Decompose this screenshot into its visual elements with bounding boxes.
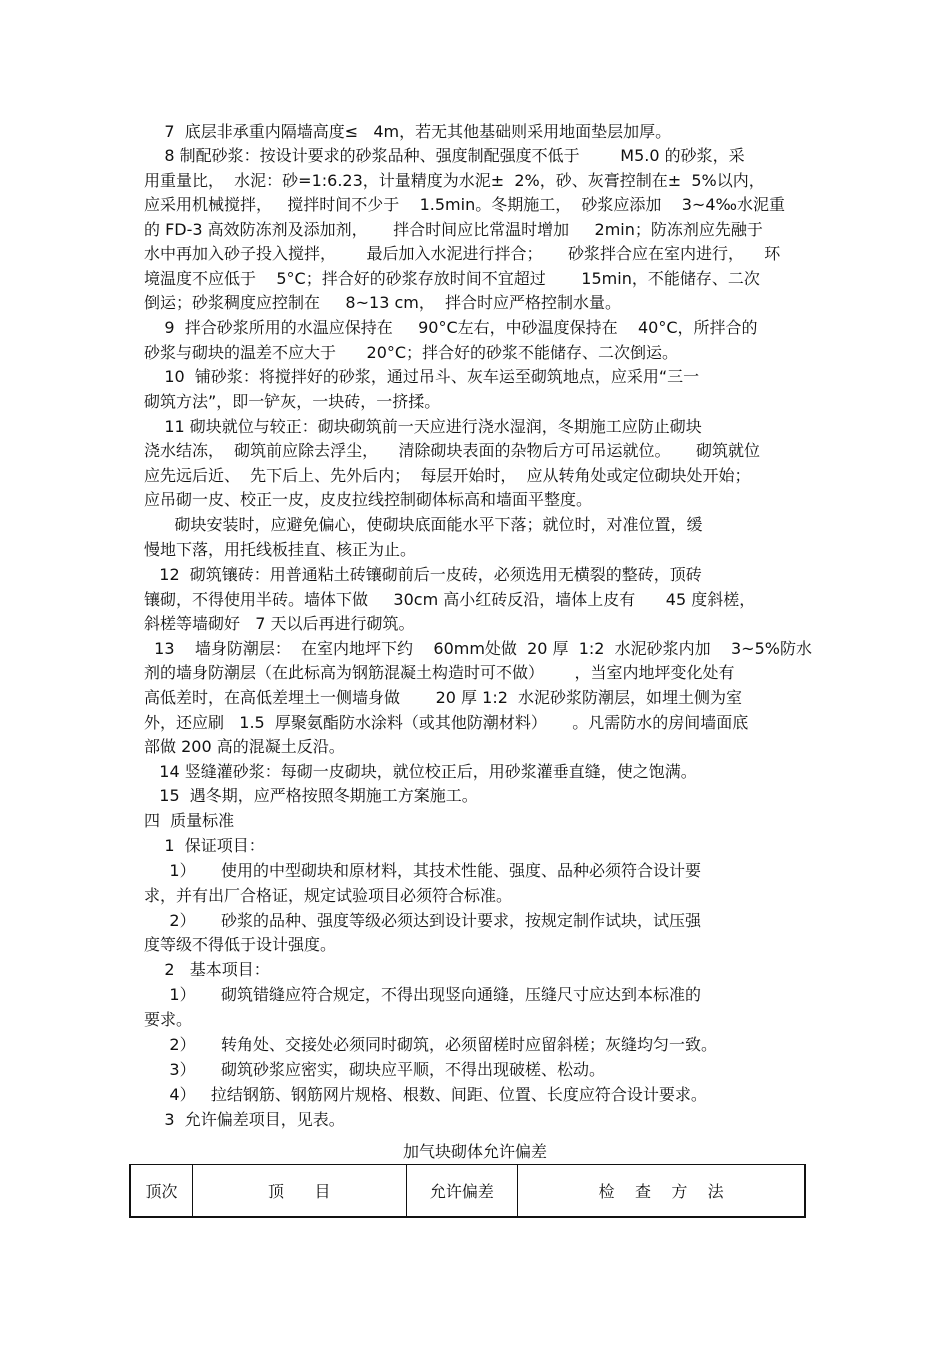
header-cell-method: 检 查 方 法 — [518, 1165, 805, 1218]
table-header-row — [130, 1165, 805, 1218]
text-line: 应先远后近、 先下后上、先外后内； 每层开始时， 应从转角处或定位砌块处开始； — [144, 466, 751, 485]
text-line: 砂浆与砌块的温差不应大于 20°C；拌合好的砂浆不能储存、二次倒运。 — [144, 343, 679, 362]
text-line: 四 质量标准 — [144, 811, 235, 830]
text-line: 13 墙身防潮层： 在室内地坪下约 60mm处做 20 厚 1:2 水泥砂浆内加 3~5%防水 — [144, 639, 812, 658]
text-line: 2 基本项目： — [144, 960, 270, 979]
text-line: 斜槎等墙砌好 7 天以后再进行砌筑。 — [144, 614, 415, 633]
text-line: 3 允许偏差项目，见表。 — [144, 1110, 345, 1129]
text-line: 外，还应刷 1.5 厚聚氨酯防水涂料（或其他防潮材料） 。凡需防水的房间墙面底 — [144, 713, 749, 732]
text-line: 2） 转角处、交接处必须同时砌筑，必须留槎时应留斜槎；灰缝均匀一致。 — [144, 1035, 718, 1054]
text-line: 7 底层非承重内隔墙高度≤ 4m，若无其他基础则采用地面垫层加厚。 — [144, 122, 672, 141]
text-line: 8 制配砂浆：按设计要求的砂浆品种、强度制配强度不低于 M5.0 的砂浆，采 — [144, 146, 745, 165]
text-line: 1） 砌筑错缝应符合规定，不得出现竖向通缝，压缝尺寸应达到本标准的 — [144, 985, 702, 1004]
text-line: 2） 砂浆的品种、强度等级必须达到设计要求，按规定制作试块，试压强 — [144, 911, 702, 930]
text-line: 高低差时，在高低差埋土一侧墙身做 20 厚 1:2 水泥砂浆防潮层，如埋土侧为室 — [144, 688, 743, 707]
header-cell-tolerance: 允许偏差 — [406, 1165, 518, 1218]
text-line: 要求。 — [144, 1010, 193, 1029]
text-line: 10 铺砂浆：将搅拌好的砂浆，通过吊斗、灰车运至砌筑地点，应采用“三一 — [144, 367, 700, 386]
text-line: 度等级不得低于设计强度。 — [144, 935, 337, 954]
text-line: 1 保证项目： — [144, 836, 265, 855]
text-line: 镶砌，不得使用半砖。墙体下做 30cm 高小红砖反沿，墙体上皮有 45 度斜槎， — [144, 590, 756, 609]
deviation-table — [129, 1164, 806, 1218]
text-line: 境温度不应低于 5°C；拌合好的砂浆存放时间不宜超过 15min，不能储存、二次 — [144, 269, 760, 288]
text-line: 水中再加入砂子投入搅拌， 最后加入水泥进行拌合； 砂浆拌合应在室内进行， 环 — [144, 244, 781, 263]
text-line: 1） 使用的中型砌块和原材料，其技术性能、强度、品种必须符合设计要 — [144, 861, 702, 880]
text-line: 倒运；砂浆稠度应控制在 8~13 cm， 拌合时应严格控制水量。 — [144, 293, 622, 312]
text-line: 部做 200 高的混凝土反沿。 — [144, 737, 345, 756]
text-line: 用重量比， 水泥：砂=1:6.23，计量精度为水泥± 2%，砂、灰膏控制在± 5%以内， — [144, 171, 765, 190]
text-line: 9 拌合砂浆所用的水温应保持在 90°C左右，中砂温度保持在 40°C，所拌合的 — [144, 318, 758, 337]
table-caption: 加气块砌体允许偏差 — [402, 1142, 547, 1161]
text-line: 求，并有出厂合格证，规定试验项目必须符合标准。 — [144, 886, 513, 905]
text-line: 剂的墙身防潮层（在此标高为钢筋混凝土构造时可不做） ，当室内地坪变化处有 — [144, 663, 735, 682]
text-line: 砌块安装时，应避免偏心，使砌块底面能水平下落；就位时，对准位置，缓 — [144, 515, 703, 534]
text-line: 15 遇冬期，应严格按照冬期施工方案施工。 — [144, 786, 478, 805]
text-line: 应采用机械搅拌， 搅拌时间不少于 1.5min。冬期施工， 砂浆应添加 3~4‰水泥重 — [144, 195, 785, 214]
text-line: 3） 砌筑砂浆应密实，砌块应平顺，不得出现破槎、松动。 — [144, 1060, 606, 1079]
text-line: 浇水结冻， 砌筑前应除去浮尘， 清除砌块表面的杂物后方可吊运就位。 砌筑就位 — [144, 441, 760, 460]
text-line: 4） 拉结钢筋、钢筋网片规格、根数、间距、位置、长度应符合设计要求。 — [144, 1085, 707, 1104]
header-cell-index: 顶次 — [130, 1165, 192, 1218]
text-line: 应吊砌一皮、校正一皮，皮皮拉线控制砌体标高和墙面平整度。 — [144, 490, 593, 509]
text-line: 12 砌筑镶砖：用普通粘土砖镶砌前后一皮砖，必须选用无横裂的整砖，顶砖 — [144, 565, 702, 584]
header-cell-item: 顶 目 — [192, 1165, 406, 1218]
text-line: 11 砌块就位与较正：砌块砌筑前一天应进行浇水湿润，冬期施工应防止砌块 — [144, 417, 702, 436]
text-line: 慢地下落，用托线板挂直、核正为止。 — [144, 540, 417, 559]
text-line: 砌筑方法”，即一铲灰，一块砖，一挤揉。 — [144, 392, 441, 411]
text-line: 14 竖缝灌砂浆：每砌一皮砌块，就位校正后，用砂浆灌垂直缝，使之饱满。 — [144, 762, 697, 781]
text-line: 的 FD-3 高效防冻剂及添加剂， 拌合时间应比常温时增加 2min；防冻剂应先融于 — [144, 220, 763, 239]
